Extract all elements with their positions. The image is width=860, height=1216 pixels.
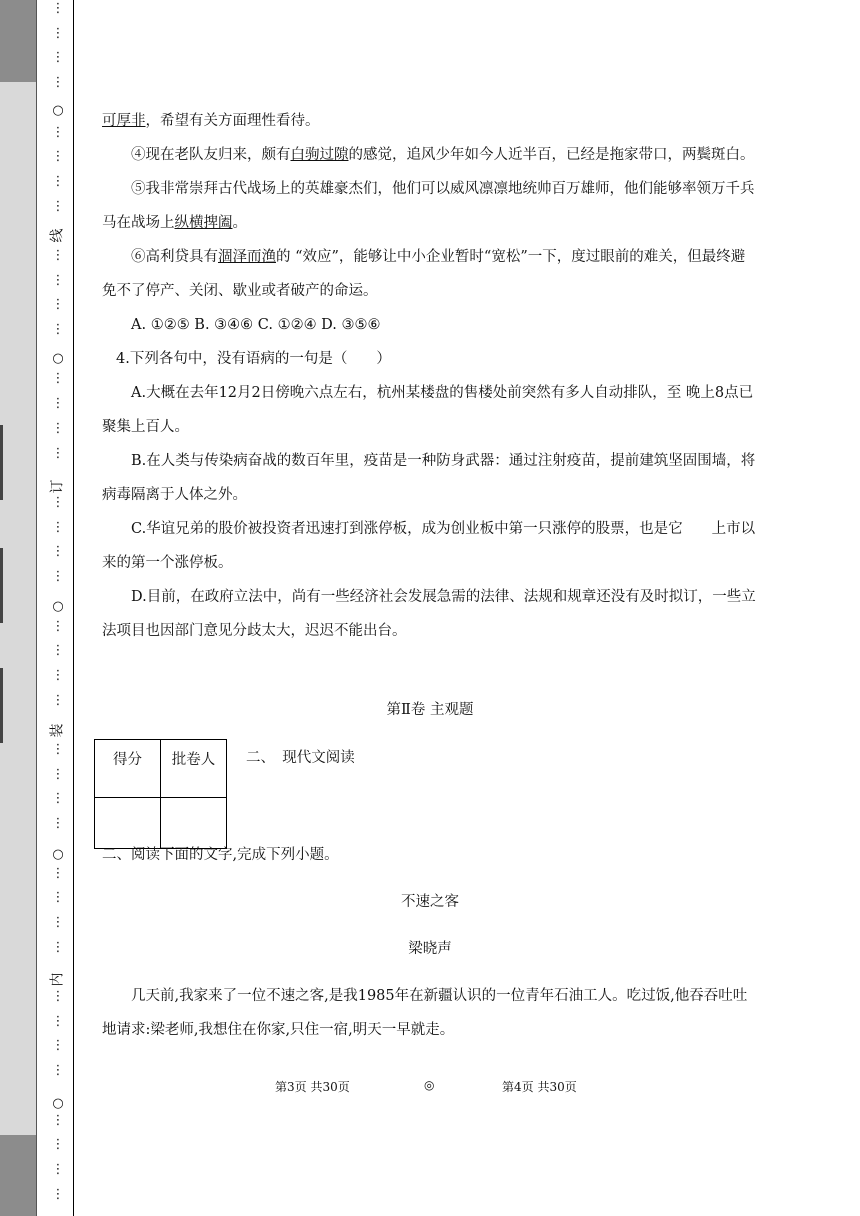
binding-circle: ○ [52,103,64,118]
binding-circle: ○ [52,351,64,366]
underlined-phrase: 可厚非 [102,113,146,129]
binding-dot: ⋮ [51,643,65,658]
paragraph-text: 的 “效应”，能够让中小企业暂时“宽松”一下，度过眼前的难关，但最终避免不了停产、关闭、歇业或者破产的命运。 [102,249,746,299]
binding-circle: ○ [52,847,64,862]
binding-dot: ⋮ [51,149,65,164]
binding-dot: ⋮ [51,742,65,757]
question-content [102,104,758,648]
binding-dot: ⋮ [51,619,65,634]
binding-dot: ⋮ [51,75,65,90]
reading-body: 几天前,我家来了一位不速之客,是我1985年在新疆认识的一位青年石油工人。吃过饭,他吞吞吐吐地请求:梁老师,我想住在你家,只住一宿,明天一早就走。 [102,988,748,1038]
reading-section [102,838,758,1047]
paragraph-text: 。 [232,215,247,231]
binding-dot: ⋮ [51,791,65,806]
binding-mark: 订 [49,479,66,494]
binding-dot: ⋮ [51,693,65,708]
binding-dot: ⋮ [51,1038,65,1053]
binding-dot: ⋮ [51,125,65,140]
paragraph-text: ④现在老队友归来，颇有 [131,147,291,163]
paragraph-text: 的感觉，追风少年如今人近半百，已经是拖家带口，两鬓斑白。 [348,147,755,163]
binding-dot: ⋮ [51,50,65,65]
paragraph [102,138,758,172]
answer-options: A. ①②⑤ B. ③④⑥ C. ①②④ D. ③⑤⑥ [131,317,381,333]
binding-mark: 装 [49,723,66,738]
section-title: 第Ⅱ卷 主观题 [386,702,474,718]
paragraph-text: ⑥高利贷具有 [131,249,218,265]
option-c: C.华谊兄弟的股价被投资者迅速打到涨停板，成为创业板中第一只涨停的股票，也是它 上市以来的第一个涨停板。 [102,521,756,571]
option-d: D.目前，在政府立法中，尚有一些经济社会发展急需的法律、法规和规章还没有及时拟订，一些立法项目也因部门意见分歧太大，迟迟不能出台。 [102,589,756,639]
binding-dot: ⋮ [51,174,65,189]
binding-dot: ⋮ [51,915,65,930]
strip-frame-mark [0,425,3,500]
binding-dot: ⋮ [51,520,65,535]
binding-dot: ⋮ [51,297,65,312]
strip-dark-bottom [0,1135,36,1216]
footer-left-page: 第3页 共30页 [275,1080,350,1094]
question-4: 4.下列各句中，没有语病的一句是（ ） [116,351,391,367]
binding-dot: ⋮ [51,816,65,831]
binding-dot: ⋮ [51,866,65,881]
binding-dot: ⋮ [51,446,65,461]
binding-dot: ⋮ [51,1162,65,1177]
binding-dot: ⋮ [51,940,65,955]
option-b: B.在人类与传染病奋战的数百年里，疫苗是一种防身武器：通过注射疫苗，提前建筑坚固围墙，将病毒隔离于人体之外。 [102,453,756,503]
binding-dot: ⋮ [51,668,65,683]
underlined-phrase: 涸泽而渔 [218,249,276,265]
score-table [94,739,227,849]
binding-dot: ⋮ [51,1014,65,1029]
reading-title: 不速之客 [401,894,459,910]
paragraph-text: ，希望有关方面理性看待。 [145,113,320,129]
paragraph [102,240,758,308]
binding-dot: ⋮ [51,199,65,214]
binding-line [73,0,74,1216]
binding-mark: 内 [49,972,66,987]
underlined-phrase: 白驹过隙 [290,147,349,163]
grader-header: 批卷人 [161,740,227,798]
binding-dot: ⋮ [51,396,65,411]
strip-dark-top [0,0,36,82]
binding-dot: ⋮ [51,1187,65,1202]
binding-dots [48,0,68,1216]
binding-dot: ⋮ [51,1,65,16]
binding-dot: ⋮ [51,989,65,1004]
reading-instruction: 二、阅读下面的文字,完成下列小题。 [102,847,339,863]
paragraph [102,104,758,138]
strip-frame-mark [0,668,3,743]
binding-dot: ⋮ [51,273,65,288]
binding-mark: 线 [49,228,66,243]
paragraph-text: ⑤我非常崇拜古代战场上的英雄豪杰们，他们可以威风凛凛地统帅百万雄师，他们能够率领万千兵马在战场上 [102,181,755,231]
part-title: 二、 现代文阅读 [246,750,355,766]
option-a: A.大概在去年12月2日傍晚六点左右，杭州某楼盘的售楼处前突然有多人自动排队，至 晚上8点已聚集上百人。 [102,385,754,435]
footer-right-page: 第4页 共30页 [502,1080,577,1094]
strip-frame-mark [0,548,3,623]
binding-dot: ⋮ [51,1113,65,1128]
score-header: 得分 [95,740,161,798]
binding-circle: ○ [52,1096,64,1111]
binding-dot: ⋮ [51,767,65,782]
reading-author: 梁晓声 [408,941,452,957]
binding-dot: ⋮ [51,495,65,510]
binding-strip [0,0,37,1216]
binding-dot: ⋮ [51,371,65,386]
binding-circle: ○ [52,599,64,614]
binding-dot: ⋮ [51,322,65,337]
binding-dot: ⋮ [51,421,65,436]
paragraph [102,172,758,240]
binding-dot: ⋮ [51,569,65,584]
binding-dot: ⋮ [51,544,65,559]
underlined-phrase: 纵横捭阖 [174,215,233,231]
binding-dot: ⋮ [51,1137,65,1152]
binding-dot: ⋮ [51,1063,65,1078]
binding-dot: ⋮ [51,26,65,41]
binding-dot: ⋮ [51,248,65,263]
footer-mark: ◎ [424,1078,435,1092]
binding-dot: ⋮ [51,890,65,905]
